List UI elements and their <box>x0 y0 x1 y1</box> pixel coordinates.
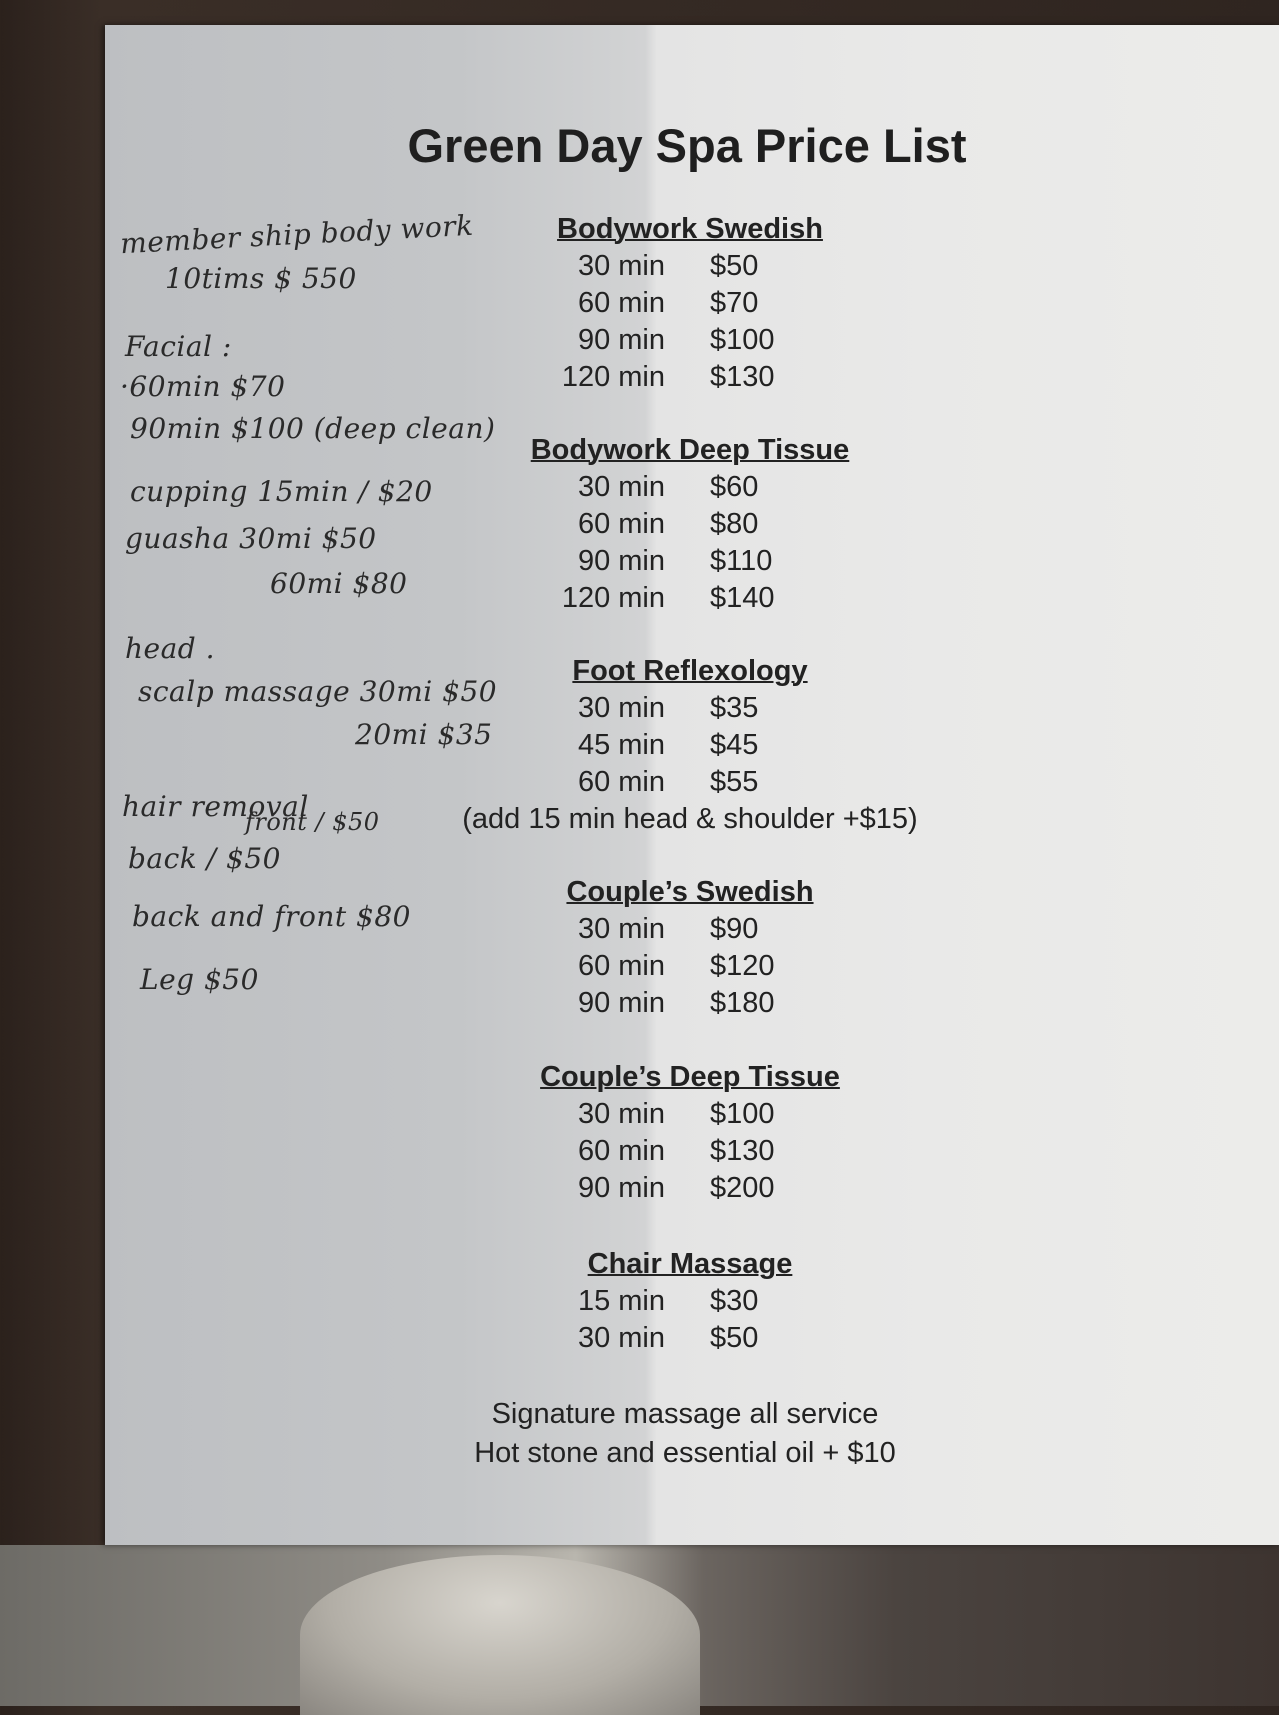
section-title: Couple’s Deep Tissue <box>540 1061 840 1093</box>
price-row: 60 min $70 <box>577 287 759 319</box>
hand-scalp-30: scalp massage 30mi $50 <box>138 675 498 708</box>
price-row: 60 min $80 <box>577 508 759 540</box>
section-bodywork-swedish <box>460 211 920 396</box>
section-title: Chair Massage <box>587 1248 793 1280</box>
price-row: 90 min $200 <box>577 1172 775 1204</box>
price-row: 15 min $30 <box>577 1285 759 1317</box>
hand-facial-label: Facial : <box>125 330 232 363</box>
hand-membership-price: 10tims $ 550 <box>165 262 357 295</box>
hand-hair-both: back and front $80 <box>132 900 411 933</box>
page-title: Green Day Spa Price List <box>407 119 967 172</box>
section-bodywork-deep-tissue <box>460 432 920 617</box>
price-row: 30 min $35 <box>577 692 759 724</box>
price-row: 30 min $60 <box>577 471 759 503</box>
price-row: 30 min $100 <box>577 1098 775 1130</box>
hand-guasha-30: guasha 30mi $50 <box>125 522 377 555</box>
price-row: 30 min $50 <box>577 250 759 282</box>
section-title: Foot Reflexology <box>572 655 808 687</box>
price-row: 45 min $45 <box>577 729 759 761</box>
price-row: 120 min $130 <box>561 361 775 393</box>
hand-facial-60: ·60min $70 <box>120 370 286 403</box>
price-row: 60 min $130 <box>577 1135 775 1167</box>
section-title: Couple’s Swedish <box>566 876 814 908</box>
price-row: 30 min $90 <box>577 913 759 945</box>
hand-head-label: head . <box>125 632 216 665</box>
section-couples-deep-tissue <box>460 1059 920 1207</box>
footer-line-2: Hot stone and essential oil + $10 <box>474 1437 896 1469</box>
section-couples-swedish <box>460 874 920 1022</box>
price-row: 90 min $180 <box>577 987 775 1019</box>
section-title: Bodywork Deep Tissue <box>530 434 850 466</box>
hand-leg: Leg $50 <box>140 963 259 996</box>
bowl-object <box>300 1555 700 1715</box>
price-row: 60 min $120 <box>577 950 775 982</box>
section-foot-reflexology <box>460 653 920 838</box>
hand-scalp-20: 20mi $35 <box>355 718 493 751</box>
hand-facial-90: 90min $100 (deep clean) <box>130 412 496 445</box>
price-row: 30 min $50 <box>577 1322 759 1354</box>
hand-membership: member ship body work <box>119 208 475 261</box>
price-row: 90 min $100 <box>577 324 775 356</box>
price-row: 120 min $140 <box>561 582 775 614</box>
price-row: 60 min $55 <box>577 766 759 798</box>
footer-note <box>445 1395 925 1473</box>
price-row: 90 min $110 <box>577 545 773 577</box>
section-title: Bodywork Swedish <box>557 213 823 245</box>
hand-hair-removal: hair removal <box>122 790 309 823</box>
addon-note: (add 15 min head & shoulder +$15) <box>462 803 918 835</box>
hand-guasha-60: 60mi $80 <box>270 567 408 600</box>
hand-hair-back: back / $50 <box>128 842 281 875</box>
footer-line-1: Signature massage all service <box>491 1398 879 1430</box>
section-chair-massage <box>460 1246 920 1357</box>
hand-hair-front: front / $50 <box>245 808 380 836</box>
hand-cupping: cupping 15min / $20 <box>130 475 433 508</box>
